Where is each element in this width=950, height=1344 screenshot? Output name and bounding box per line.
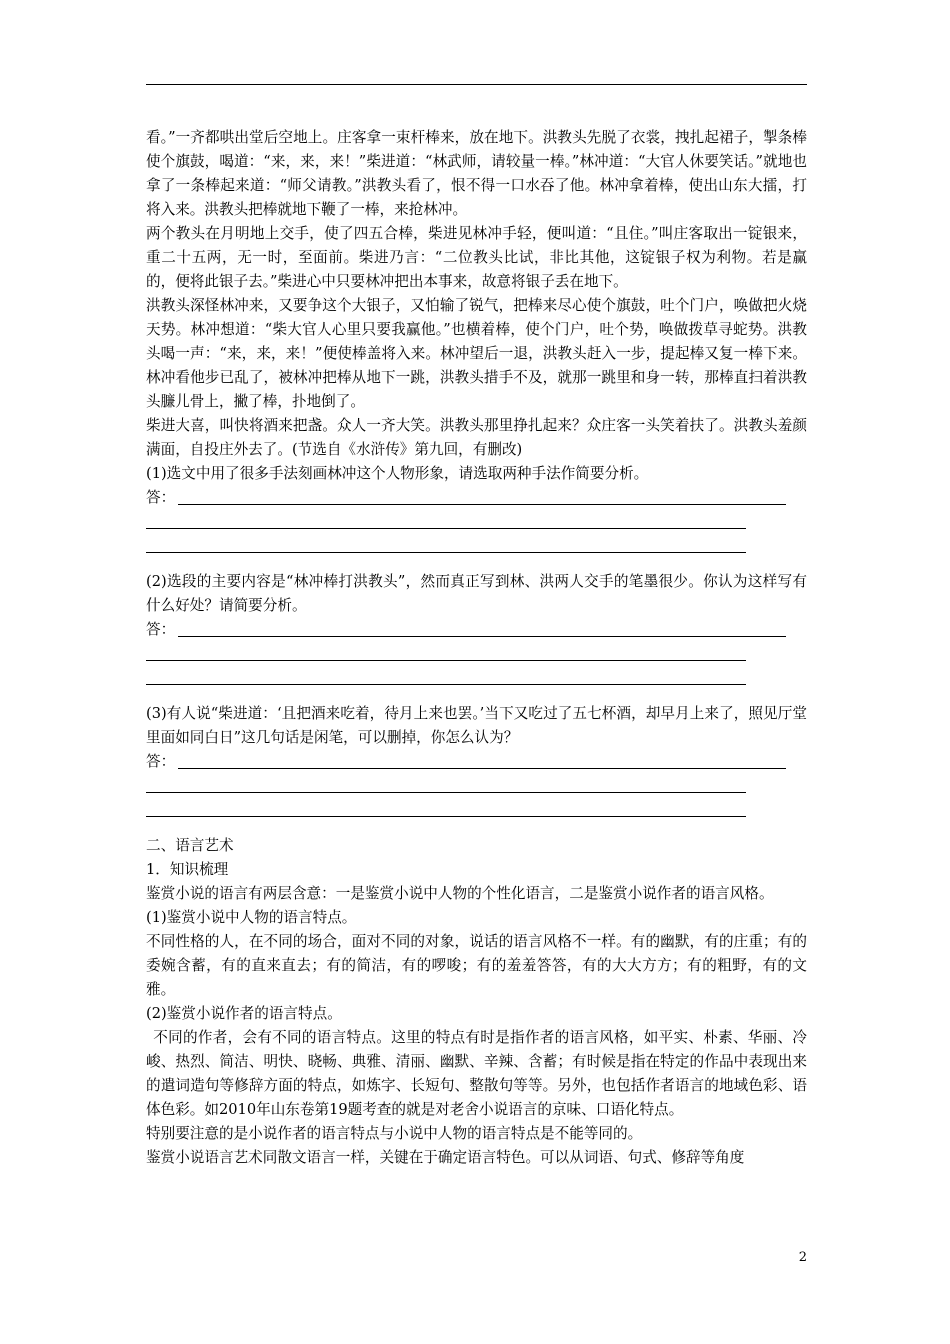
answer-line[interactable] xyxy=(146,798,807,822)
answer-line xyxy=(178,504,786,505)
answer-line[interactable] xyxy=(146,666,807,690)
passage-paragraph: 洪教头深怪林冲来，又要争这个大银子，又怕输了锐气，把棒来尽心使个旗鼓，吐个门户，唤做把火烧天势。林冲想道：“柴大官人心里只要我赢他。”也横着棒，使个门户，吐个势，唤做拨草寻蛇势。洪教头喝一声：“来，来，来！”便使棒盖将入来。林冲望后一退，洪教头赶入一步，提起棒又复一棒下来。林冲看他步已乱了，被林冲把棒从地下一跳，洪教头措手不及，就那一跳里和身一转，那棒直扫着洪教头臁儿骨上，撇了棒，扑地倒了。 xyxy=(146,297,807,410)
passage-paragraph: 看。”一齐都哄出堂后空地上。庄客拿一束杆棒来，放在地下。洪教头先脱了衣裳，拽扎起裙子，掣条棒使个旗鼓，喝道：“来，来，来！”柴进道：“林武师，请较量一棒。”林冲道：“大官人休要笑话。”就地也拿了一条棒起来道：“师父请教。”洪教头看了，恨不得一口水吞了他。林冲拿着棒，使出山东大擂，打将入来。洪教头把棒就地下鞭了一棒，来抢林冲。 xyxy=(146,129,807,218)
answer-line xyxy=(178,636,786,637)
section-paragraph: 鉴赏小说的语言有两层含意：一是鉴赏小说中人物的个性化语言，二是鉴赏小说作者的语言风格。 xyxy=(146,885,774,902)
question-3: (3)有人说“柴进道：‘且把酒来吃着，待月上来也罢。’当下又吃过了五七杯酒，却早月上来了，照见厅堂里面如同白日”这几句话是闲笔，可以删掉，你怎么认为？ xyxy=(146,705,807,746)
section-paragraph: 不同性格的人，在不同的场合，面对不同的对象，说话的语言风格不一样。有的幽默，有的庄重；有的委婉含蓄，有的直来直去；有的简洁，有的啰唆；有的羞羞答答，有的大大方方；有的粗野，有的文雅。 xyxy=(146,933,807,998)
section-paragraph: (2)鉴赏小说作者的语言特点。 xyxy=(146,1005,342,1022)
section-paragraph: 特别要注意的是小说作者的语言特点与小说中人物的语言特点是不能等同的。 xyxy=(146,1125,643,1142)
answer-line[interactable] xyxy=(146,642,807,666)
answer-line[interactable] xyxy=(146,534,807,558)
answer-line xyxy=(178,768,786,769)
answer-area-2[interactable] xyxy=(146,618,807,642)
passage-paragraph: 两个教头在月明地上交手，使了四五合棒，柴进见林冲手轻，便叫道：“且住。”叫庄客取出一锭银来，重二十五两，无一时，至面前。柴进乃言：“二位教头比试，非比其他，这锭银子权为利物。若是赢的，便将此银子去。”柴进心中只要林冲把出本事来，故意将银子丢在地下。 xyxy=(146,225,807,290)
answer-area-1[interactable] xyxy=(146,486,807,510)
section-heading: 二、语言艺术 xyxy=(146,837,234,854)
answer-label: 答： xyxy=(146,753,176,770)
answer-line[interactable] xyxy=(146,510,807,534)
answer-line[interactable] xyxy=(146,774,807,798)
header-rule xyxy=(146,84,807,85)
section-subheading: 1．知识梳理 xyxy=(146,861,229,878)
section-paragraph: 不同的作者，会有不同的语言特点。这里的特点有时是指作者的语言风格，如平实、朴素、华丽、冷峻、热烈、简洁、明快、晓畅、典雅、清丽、幽默、辛辣、含蓄；有时候是指在特定的作品中表现出来的遣词造句等修辞方面的特点，如炼字、长短句、整散句等等。另外，也包括作者语言的地域色彩、语体色彩。如2010年山东卷第19题考查的就是对老舍小说语言的京味、口语化特点。 xyxy=(146,1029,807,1118)
section-paragraph: 鉴赏小说语言艺术同散文语言一样，关键在于确定语言特色。可以从词语、句式、修辞等角度 xyxy=(146,1149,745,1166)
question-2: (2)选段的主要内容是“林冲棒打洪教头”，然而真正写到林、洪两人交手的笔墨很少。你认为这样写有什么好处？请简要分析。 xyxy=(146,573,807,614)
section-paragraph: (1)鉴赏小说中人物的语言特点。 xyxy=(146,909,357,926)
page-body xyxy=(146,126,807,1170)
page-number: 2 xyxy=(798,1250,807,1265)
answer-label: 答： xyxy=(146,621,176,638)
answer-label: 答： xyxy=(146,489,176,506)
passage-paragraph: 柴进大喜，叫快将酒来把盏。众人一齐大笑。洪教头那里挣扎起来？众庄客一头笑着扶了。洪教头羞颜满面，自投庄外去了。(节选自《水浒传》第九回，有删改) xyxy=(146,417,807,458)
answer-area-3[interactable] xyxy=(146,750,807,774)
question-1: (1)选文中用了很多手法刻画林冲这个人物形象，请选取两种手法作简要分析。 xyxy=(146,465,649,482)
